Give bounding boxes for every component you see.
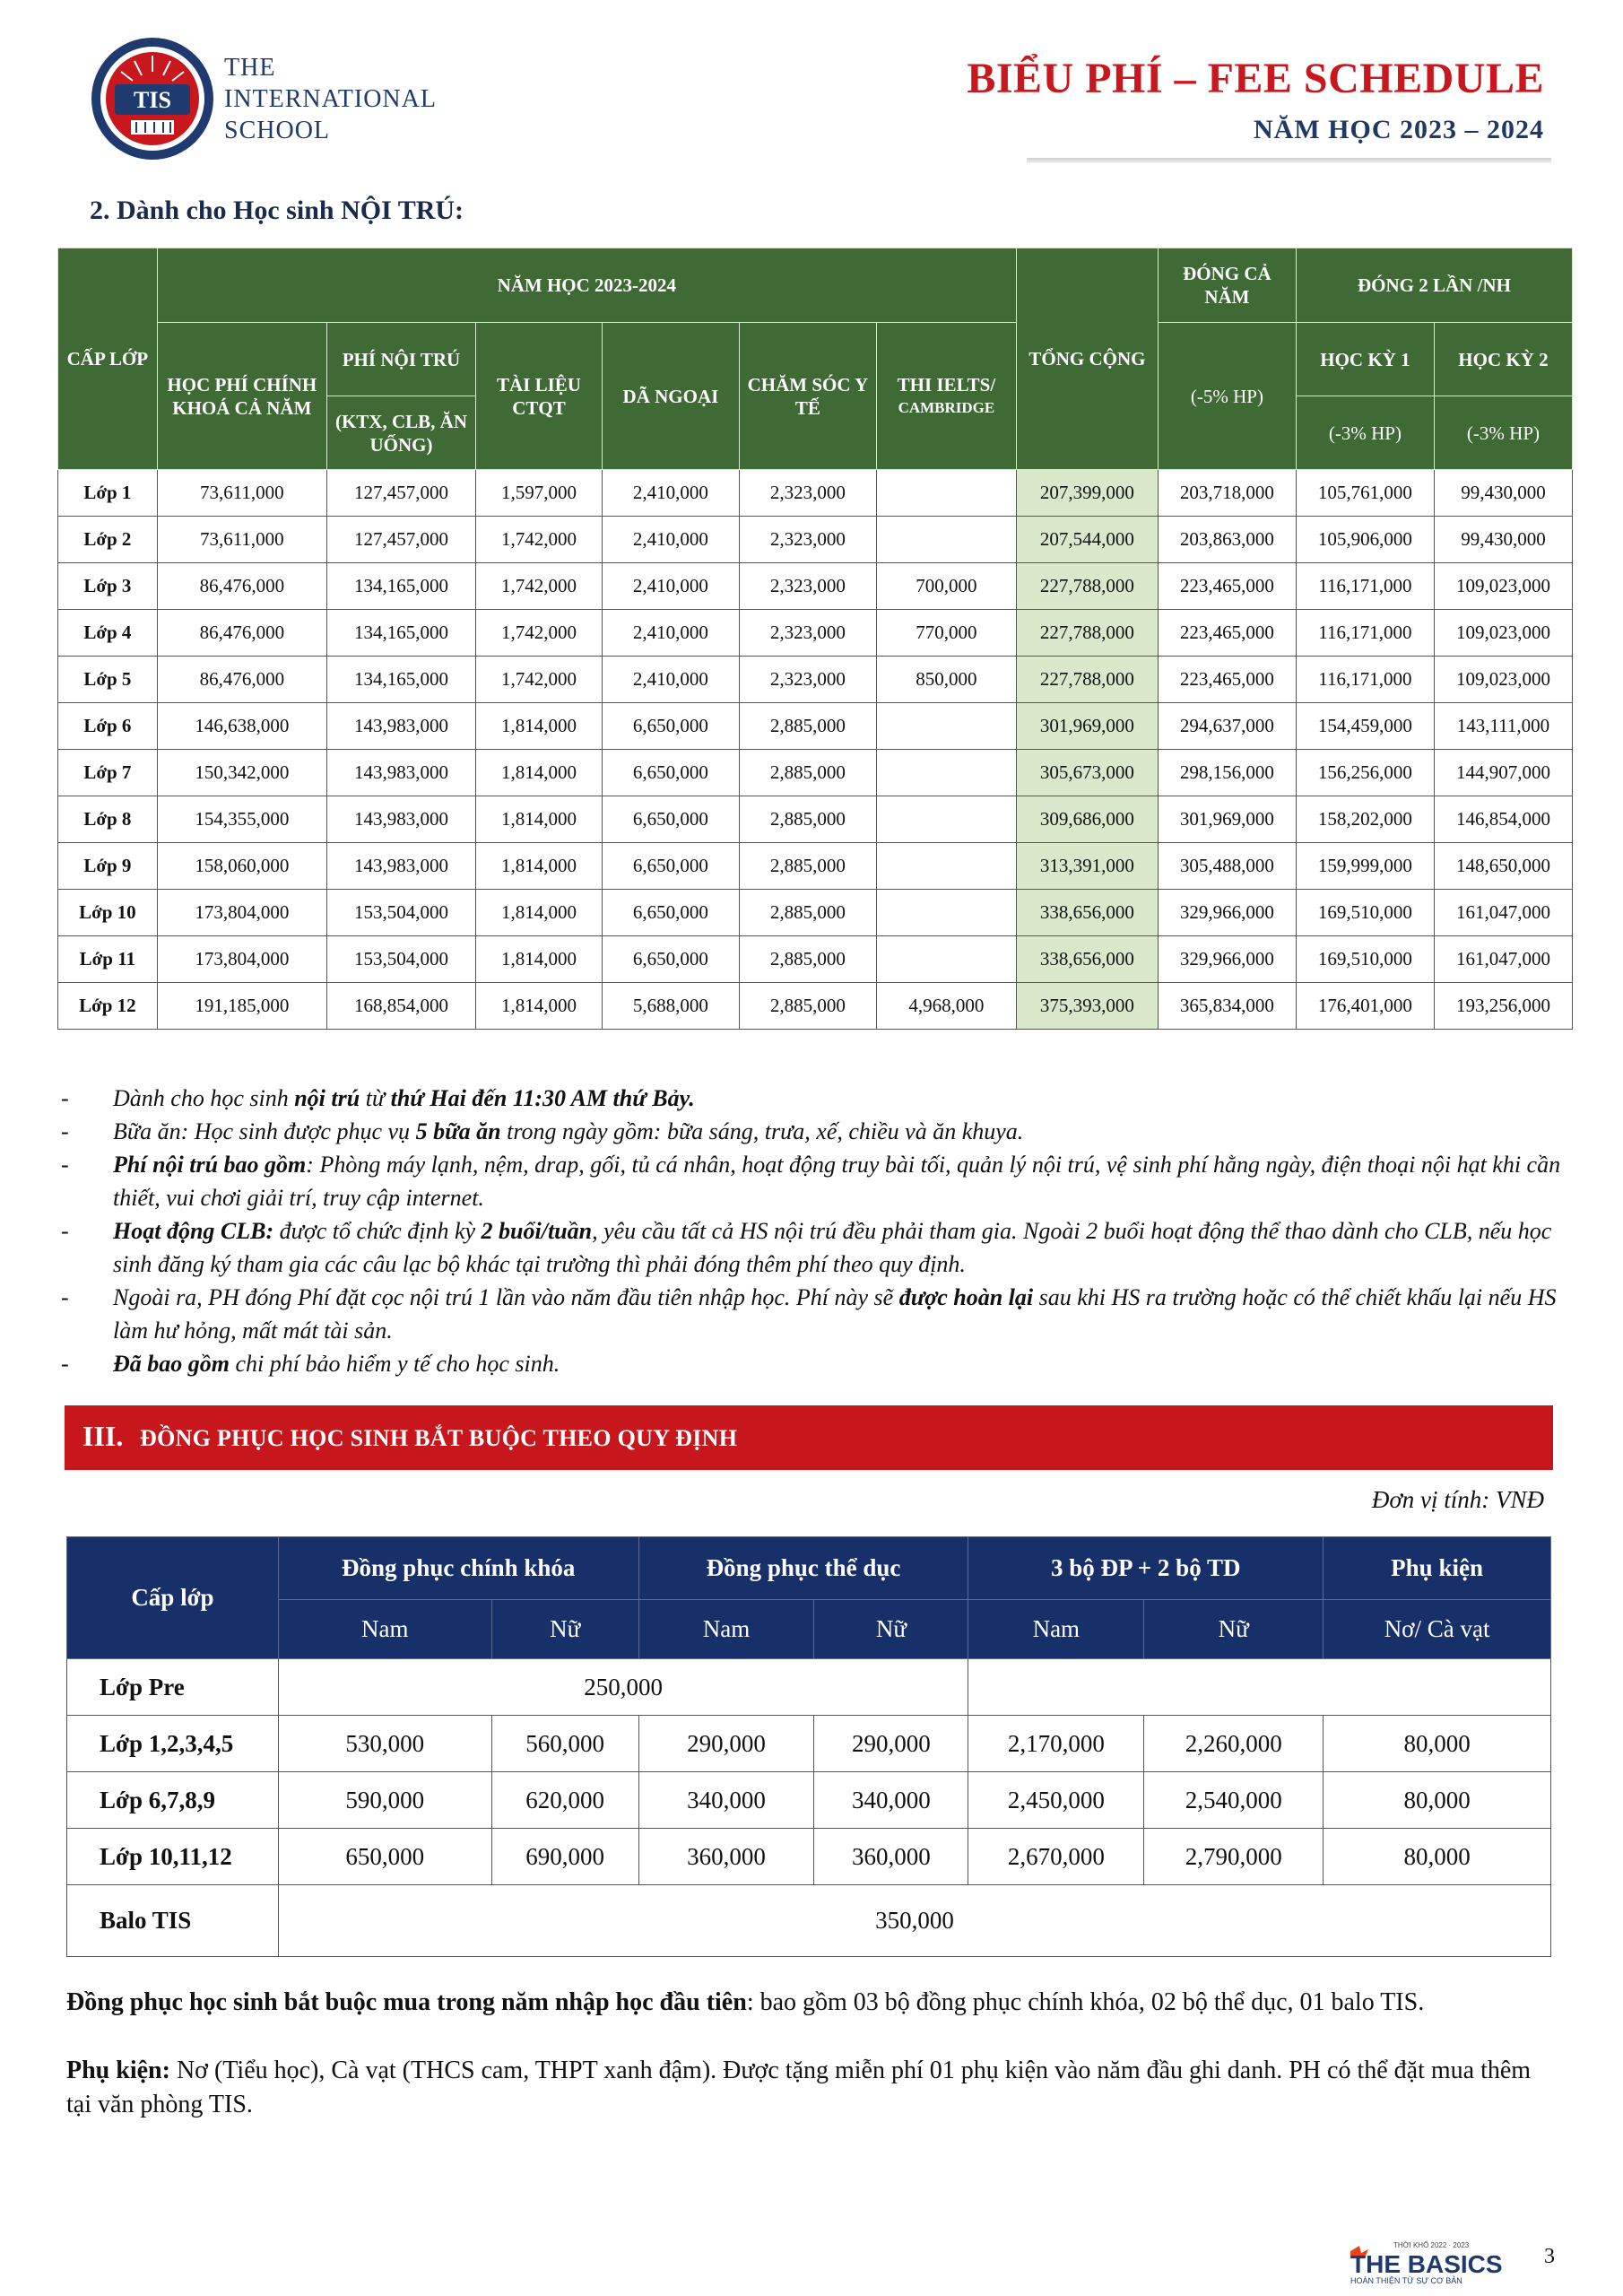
note-emphasis: Hoạt động CLB: — [113, 1218, 274, 1244]
note-text: Dành cho học sinh — [113, 1085, 295, 1111]
note-item — [57, 1082, 1564, 1115]
fee-cell: 173,804,000 — [157, 890, 326, 936]
fee-cell: 143,983,000 — [326, 703, 475, 750]
header-materials: TÀI LIỆU CTQT — [476, 323, 603, 470]
fee-cell: 2,410,000 — [602, 610, 739, 657]
note-emphasis: 5 bữa ăn — [415, 1118, 501, 1144]
fee-cell: 1,814,000 — [476, 796, 603, 843]
fee-cell — [876, 936, 1016, 983]
total-cell: 338,656,000 — [1016, 890, 1158, 936]
header-sem2-discount: (-3% HP) — [1434, 396, 1572, 470]
fee-cell: 223,465,000 — [1158, 563, 1296, 610]
fee-cell: 365,834,000 — [1158, 983, 1296, 1030]
note-emphasis: 2 buổi/tuần — [481, 1218, 593, 1244]
note-item — [57, 1347, 1564, 1380]
fee-cell: 2,323,000 — [739, 610, 876, 657]
school-logo — [90, 36, 215, 161]
note-text: trong ngày gồm: bữa sáng, trưa, xế, chiều và ăn khuya. — [500, 1118, 1024, 1144]
fee-cell: 298,156,000 — [1158, 750, 1296, 796]
header-health: CHĂM SÓC Y TẾ — [739, 323, 876, 470]
uniform-header-female: Nữ — [814, 1600, 968, 1659]
bullet-dash: - — [61, 1351, 69, 1377]
fee-cell: 143,111,000 — [1434, 703, 1572, 750]
fee-cell: 223,465,000 — [1158, 610, 1296, 657]
fee-cell: 2,410,000 — [602, 517, 739, 563]
header-full-year: ĐÓNG CẢ NĂM — [1158, 248, 1296, 323]
note-text: sau khi HS ra trường hoặc có thể chiết khấu lại nếu HS làm hư hỏng, mất mát tài sản. — [113, 1284, 1557, 1344]
bullet-dash: - — [61, 1218, 69, 1244]
fee-cell: 154,355,000 — [157, 796, 326, 843]
fee-cell: 1,814,000 — [476, 703, 603, 750]
brand-name: THE BASICS — [1350, 2250, 1503, 2278]
fee-cell: 143,983,000 — [326, 750, 475, 796]
total-cell: 375,393,000 — [1016, 983, 1158, 1030]
table-row — [58, 610, 1573, 657]
header-boarding-detail: (KTX, CLB, ĂN UỐNG) — [326, 396, 475, 470]
grade-cell: Lớp 10,11,12 — [67, 1829, 279, 1885]
note-item — [57, 1115, 1564, 1148]
fee-cell: 161,047,000 — [1434, 936, 1572, 983]
uniform-table — [66, 1536, 1551, 1957]
fee-cell: 134,165,000 — [326, 610, 475, 657]
total-cell: 309,686,000 — [1016, 796, 1158, 843]
uniform-header-male: Nam — [278, 1600, 491, 1659]
price-cell: 2,540,000 — [1144, 1772, 1324, 1829]
fee-cell: 191,185,000 — [157, 983, 326, 1030]
price-cell: 690,000 — [491, 1829, 638, 1885]
brand-sub: HOÀN THIỆN TỪ SỰ CƠ BẢN — [1350, 2276, 1462, 2285]
section-number: III. — [82, 1420, 124, 1452]
bullet-dash: - — [61, 1152, 69, 1178]
grade-cell: Lớp 1 — [58, 470, 158, 517]
price-cell: 290,000 — [638, 1716, 814, 1772]
fee-cell: 86,476,000 — [157, 657, 326, 703]
price-cell: 360,000 — [814, 1829, 968, 1885]
fee-cell: 770,000 — [876, 610, 1016, 657]
brand-tag: THỜI KHỐ 2022 · 2023 — [1393, 2241, 1470, 2249]
uniform-header-grade: Cấp lớp — [67, 1537, 279, 1659]
fee-cell: 1,742,000 — [476, 563, 603, 610]
fee-cell: 329,966,000 — [1158, 936, 1296, 983]
grade-cell: Lớp Pre — [67, 1659, 279, 1716]
bullet-dash: - — [61, 1284, 69, 1310]
table-row — [67, 1772, 1551, 1829]
school-name-line: INTERNATIONAL — [224, 85, 437, 113]
price-cell: 290,000 — [814, 1716, 968, 1772]
boarding-fee-table — [57, 248, 1573, 1030]
fee-cell: 168,854,000 — [326, 983, 475, 1030]
school-name-line: THE — [224, 54, 276, 82]
fee-cell: 143,983,000 — [326, 843, 475, 890]
fee-cell: 159,999,000 — [1296, 843, 1434, 890]
fee-cell: 203,863,000 — [1158, 517, 1296, 563]
fee-cell: 2,885,000 — [739, 843, 876, 890]
fee-cell: 2,885,000 — [739, 750, 876, 796]
note-item — [57, 1214, 1564, 1281]
header-sem2: HỌC KỲ 2 — [1434, 323, 1572, 396]
grade-cell: Lớp 3 — [58, 563, 158, 610]
fee-cell: 73,611,000 — [157, 470, 326, 517]
fee-cell: 154,459,000 — [1296, 703, 1434, 750]
fee-cell: 2,410,000 — [602, 657, 739, 703]
fee-cell — [876, 890, 1016, 936]
fee-cell: 150,342,000 — [157, 750, 326, 796]
header-boarding: PHÍ NỘI TRÚ — [326, 323, 475, 396]
accessory-note-text: Nơ (Tiểu học), Cà vạt (THCS cam, THPT xanh đậm). Được tặng miễn phí 01 phụ kiện vào năm đầu ghi danh. PH có thể đặt mua thêm tại văn phòng TIS. — [66, 2057, 1532, 2118]
table-row — [58, 936, 1573, 983]
fee-cell: 105,761,000 — [1296, 470, 1434, 517]
fee-cell: 116,171,000 — [1296, 657, 1434, 703]
header-ielts-line: CAMBRIDGE — [898, 398, 995, 416]
fee-cell — [876, 750, 1016, 796]
price-cell: 560,000 — [491, 1716, 638, 1772]
total-cell: 227,788,000 — [1016, 657, 1158, 703]
total-cell: 207,399,000 — [1016, 470, 1158, 517]
note-item — [57, 1148, 1564, 1214]
fee-cell: 2,885,000 — [739, 983, 876, 1030]
section-title: ĐỒNG PHỤC HỌC SINH BẮT BUỘC THEO QUY ĐỊNH — [140, 1425, 738, 1451]
fee-cell: 1,814,000 — [476, 890, 603, 936]
section-bar — [65, 1405, 1553, 1470]
fee-cell: 6,650,000 — [602, 703, 739, 750]
grade-cell: Lớp 10 — [58, 890, 158, 936]
bullet-dash: - — [61, 1118, 69, 1144]
grade-cell: Lớp 6,7,8,9 — [67, 1772, 279, 1829]
boarding-fee-body — [58, 470, 1573, 1030]
total-cell: 227,788,000 — [1016, 563, 1158, 610]
fee-cell: 2,323,000 — [739, 657, 876, 703]
note-text: Ngoài ra, PH đóng Phí đặt cọc nội trú 1 lần vào năm đầu tiên nhập học. Phí này sẽ — [113, 1284, 899, 1310]
fee-cell: 6,650,000 — [602, 796, 739, 843]
fee-cell: 105,906,000 — [1296, 517, 1434, 563]
fee-cell: 6,650,000 — [602, 843, 739, 890]
price-cell: 2,260,000 — [1144, 1716, 1324, 1772]
page-subtitle: NĂM HỌC 2023 – 2024 — [1254, 115, 1544, 144]
grade-cell: Lớp 9 — [58, 843, 158, 890]
fee-cell: 134,165,000 — [326, 563, 475, 610]
uniform-header-pe: Đồng phục thể dục — [638, 1537, 968, 1600]
school-name — [224, 52, 437, 146]
fee-cell: 86,476,000 — [157, 610, 326, 657]
price-cell: 2,670,000 — [968, 1829, 1144, 1885]
table-row — [67, 1829, 1551, 1885]
fee-cell: 176,401,000 — [1296, 983, 1434, 1030]
header-full-year-discount: (-5% HP) — [1158, 323, 1296, 470]
grade-cell: Lớp 11 — [58, 936, 158, 983]
fee-cell: 2,885,000 — [739, 796, 876, 843]
table-row — [58, 703, 1573, 750]
table-row — [67, 1885, 1551, 1957]
total-cell: 313,391,000 — [1016, 843, 1158, 890]
grade-cell: Lớp 1,2,3,4,5 — [67, 1716, 279, 1772]
fee-cell: 146,854,000 — [1434, 796, 1572, 843]
grade-cell: Lớp 4 — [58, 610, 158, 657]
fee-cell: 109,023,000 — [1434, 563, 1572, 610]
note-emphasis: được hoàn lại — [898, 1284, 1034, 1310]
table-row — [67, 1716, 1551, 1772]
note-emphasis: thứ Hai đến 11:30 AM thứ Bảy. — [390, 1085, 695, 1111]
fee-cell: 2,323,000 — [739, 517, 876, 563]
note-emphasis: Phí nội trú bao gồm — [113, 1152, 307, 1178]
table-row — [58, 983, 1573, 1030]
header-sem1: HỌC KỲ 1 — [1296, 323, 1434, 396]
header-tuition: HỌC PHÍ CHÍNH KHOÁ CẢ NĂM — [157, 323, 326, 470]
fee-cell: 158,202,000 — [1296, 796, 1434, 843]
price-cell: 530,000 — [278, 1716, 491, 1772]
fee-cell: 1,814,000 — [476, 750, 603, 796]
uniform-header-female: Nữ — [491, 1600, 638, 1659]
price-cell: 80,000 — [1324, 1829, 1551, 1885]
table-row — [58, 796, 1573, 843]
fee-cell: 6,650,000 — [602, 936, 739, 983]
header-ielts-line: THI IELTS/ — [897, 373, 996, 396]
price-cell: 590,000 — [278, 1772, 491, 1829]
fee-cell: 4,968,000 — [876, 983, 1016, 1030]
price-cell: 620,000 — [491, 1772, 638, 1829]
accessory-note — [66, 2054, 1555, 2122]
fee-cell: 169,510,000 — [1296, 890, 1434, 936]
fee-cell: 158,060,000 — [157, 843, 326, 890]
fee-cell: 153,504,000 — [326, 936, 475, 983]
fee-cell: 2,885,000 — [739, 703, 876, 750]
fee-cell: 148,650,000 — [1434, 843, 1572, 890]
fee-cell: 161,047,000 — [1434, 890, 1572, 936]
fee-cell: 109,023,000 — [1434, 657, 1572, 703]
logo-text: TIS — [134, 87, 171, 113]
fee-cell — [876, 843, 1016, 890]
fee-cell: 169,510,000 — [1296, 936, 1434, 983]
uniform-header-accessory-type: Nơ/ Cà vạt — [1324, 1600, 1551, 1659]
fee-cell: 1,597,000 — [476, 470, 603, 517]
fee-cell: 305,488,000 — [1158, 843, 1296, 890]
table-row — [58, 657, 1573, 703]
header-sem1-discount: (-3% HP) — [1296, 396, 1434, 470]
uniform-header-male: Nam — [638, 1600, 814, 1659]
fee-cell: 109,023,000 — [1434, 610, 1572, 657]
header-grade: CẤP LỚP — [58, 248, 158, 470]
fee-cell — [876, 796, 1016, 843]
fee-cell: 153,504,000 — [326, 890, 475, 936]
fee-cell: 1,814,000 — [476, 843, 603, 890]
uniform-note — [66, 1986, 1555, 2020]
table-row — [67, 1659, 1551, 1716]
fee-cell: 2,410,000 — [602, 563, 739, 610]
fee-cell: 2,323,000 — [739, 470, 876, 517]
fee-cell: 294,637,000 — [1158, 703, 1296, 750]
fee-cell: 73,611,000 — [157, 517, 326, 563]
fee-cell: 146,638,000 — [157, 703, 326, 750]
price-cell: 2,450,000 — [968, 1772, 1144, 1829]
fee-cell: 116,171,000 — [1296, 563, 1434, 610]
fee-cell: 700,000 — [876, 563, 1016, 610]
fee-cell: 193,256,000 — [1434, 983, 1572, 1030]
fee-cell: 99,430,000 — [1434, 517, 1572, 563]
fee-cell: 1,814,000 — [476, 983, 603, 1030]
grade-cell: Lớp 2 — [58, 517, 158, 563]
uniform-note-bold: Đồng phục học sinh bắt buộc mua trong năm nhập học đầu tiên — [66, 1988, 747, 2016]
price-cell: 80,000 — [1324, 1772, 1551, 1829]
fee-cell: 173,804,000 — [157, 936, 326, 983]
total-cell: 301,969,000 — [1016, 703, 1158, 750]
note-emphasis: Đã bao gồm — [113, 1351, 230, 1377]
table-row — [58, 470, 1573, 517]
grade-cell: Lớp 7 — [58, 750, 158, 796]
price-cell: 2,790,000 — [1144, 1829, 1324, 1885]
header-field-trip: DÃ NGOẠI — [602, 323, 739, 470]
total-cell: 338,656,000 — [1016, 936, 1158, 983]
uniform-header-female: Nữ — [1144, 1600, 1324, 1659]
total-cell: 305,673,000 — [1016, 750, 1158, 796]
grade-cell: Lớp 5 — [58, 657, 158, 703]
price-cell: 340,000 — [814, 1772, 968, 1829]
fee-cell: 2,323,000 — [739, 563, 876, 610]
brand-logo — [1347, 2239, 1523, 2287]
fee-cell — [876, 470, 1016, 517]
uniform-header-formal: Đồng phục chính khóa — [278, 1537, 638, 1600]
note-text: Bữa ăn: Học sinh được phục vụ — [113, 1118, 416, 1144]
uniform-note-text: : bao gồm 03 bộ đồng phục chính khóa, 02 bộ thể dục, 01 balo TIS. — [746, 1988, 1425, 2016]
fee-cell: 2,885,000 — [739, 890, 876, 936]
fee-cell: 99,430,000 — [1434, 470, 1572, 517]
price-cell: 250,000 — [278, 1659, 968, 1716]
price-cell: 80,000 — [1324, 1716, 1551, 1772]
fee-cell: 5,688,000 — [602, 983, 739, 1030]
note-emphasis: nội trú — [294, 1085, 360, 1111]
note-text: , yêu cầu tất cả HS nội trú đều phải tham gia. Ngoài 2 buổi hoạt động thể thao dành cho CLB, nếu học sinh đăng ký tham gia các câu lạc bộ khác tại trường thì phải đóng thêm phí theo quy định. — [113, 1218, 1552, 1277]
fee-cell: 116,171,000 — [1296, 610, 1434, 657]
header-school-year: NĂM HỌC 2023-2024 — [157, 248, 1016, 323]
fee-cell: 301,969,000 — [1158, 796, 1296, 843]
uniform-header-set: 3 bộ ĐP + 2 bộ TD — [968, 1537, 1324, 1600]
fee-cell: 144,907,000 — [1434, 750, 1572, 796]
bullet-dash: - — [61, 1085, 69, 1111]
grade-cell: Lớp 12 — [58, 983, 158, 1030]
price-cell: 2,170,000 — [968, 1716, 1144, 1772]
table-row — [58, 517, 1573, 563]
fee-cell: 1,742,000 — [476, 657, 603, 703]
price-cell: 650,000 — [278, 1829, 491, 1885]
fee-cell: 223,465,000 — [1158, 657, 1296, 703]
note-text: từ — [360, 1085, 391, 1111]
unit-label: Đơn vị tính: VNĐ — [1371, 1486, 1544, 1513]
fee-cell: 127,457,000 — [326, 517, 475, 563]
note-text: được tổ chức định kỳ — [273, 1218, 482, 1244]
uniform-header-accessory: Phụ kiện — [1324, 1537, 1551, 1600]
fee-cell: 143,983,000 — [326, 796, 475, 843]
fee-cell: 1,814,000 — [476, 936, 603, 983]
uniform-body — [67, 1659, 1551, 1957]
empty-cell — [968, 1659, 1551, 1716]
uniform-header-male: Nam — [968, 1600, 1144, 1659]
table-row — [58, 563, 1573, 610]
note-item — [57, 1281, 1564, 1347]
fee-cell: 6,650,000 — [602, 750, 739, 796]
total-cell: 227,788,000 — [1016, 610, 1158, 657]
page-title: BIỂU PHÍ – FEE SCHEDULE — [967, 55, 1544, 102]
fee-cell: 2,885,000 — [739, 936, 876, 983]
fee-cell: 134,165,000 — [326, 657, 475, 703]
fee-cell: 2,410,000 — [602, 470, 739, 517]
header-two-times: ĐÓNG 2 LẦN /NH — [1296, 248, 1572, 323]
table-row — [58, 843, 1573, 890]
header-total: TỔNG CỘNG — [1016, 248, 1158, 470]
fee-cell: 6,650,000 — [602, 890, 739, 936]
grade-cell: Lớp 6 — [58, 703, 158, 750]
fee-cell: 86,476,000 — [157, 563, 326, 610]
accessory-note-bold: Phụ kiện: — [66, 2057, 170, 2084]
grade-cell: Balo TIS — [67, 1885, 279, 1957]
price-cell: 360,000 — [638, 1829, 814, 1885]
note-text: chi phí bảo hiểm y tế cho học sinh. — [230, 1351, 560, 1377]
price-cell: 340,000 — [638, 1772, 814, 1829]
page-number: 3 — [1544, 2245, 1555, 2268]
header-divider — [1027, 158, 1551, 163]
fee-cell: 1,742,000 — [476, 517, 603, 563]
fee-cell: 203,718,000 — [1158, 470, 1296, 517]
price-cell: 350,000 — [278, 1885, 1550, 1957]
fee-cell: 1,742,000 — [476, 610, 603, 657]
total-cell: 207,544,000 — [1016, 517, 1158, 563]
header-ielts — [876, 323, 1016, 470]
fee-cell: 329,966,000 — [1158, 890, 1296, 936]
table-row — [58, 890, 1573, 936]
note-text: : Phòng máy lạnh, nệm, drap, gối, tủ cá nhân, hoạt động truy bài tối, quản lý nội trú, vệ sinh phí hằng ngày, điện thoại nội hạt khi cần thiết, vui chơi giải trí, truy cập internet. — [113, 1152, 1561, 1211]
fee-cell — [876, 517, 1016, 563]
boarding-notes — [57, 1082, 1564, 1380]
grade-cell: Lớp 8 — [58, 796, 158, 843]
fee-cell: 156,256,000 — [1296, 750, 1434, 796]
fee-cell: 850,000 — [876, 657, 1016, 703]
fee-cell — [876, 703, 1016, 750]
table-row — [58, 750, 1573, 796]
fee-cell: 127,457,000 — [326, 470, 475, 517]
school-name-line: SCHOOL — [224, 117, 331, 144]
section-heading: 2. Dành cho Học sinh NỘI TRÚ: — [90, 196, 464, 225]
